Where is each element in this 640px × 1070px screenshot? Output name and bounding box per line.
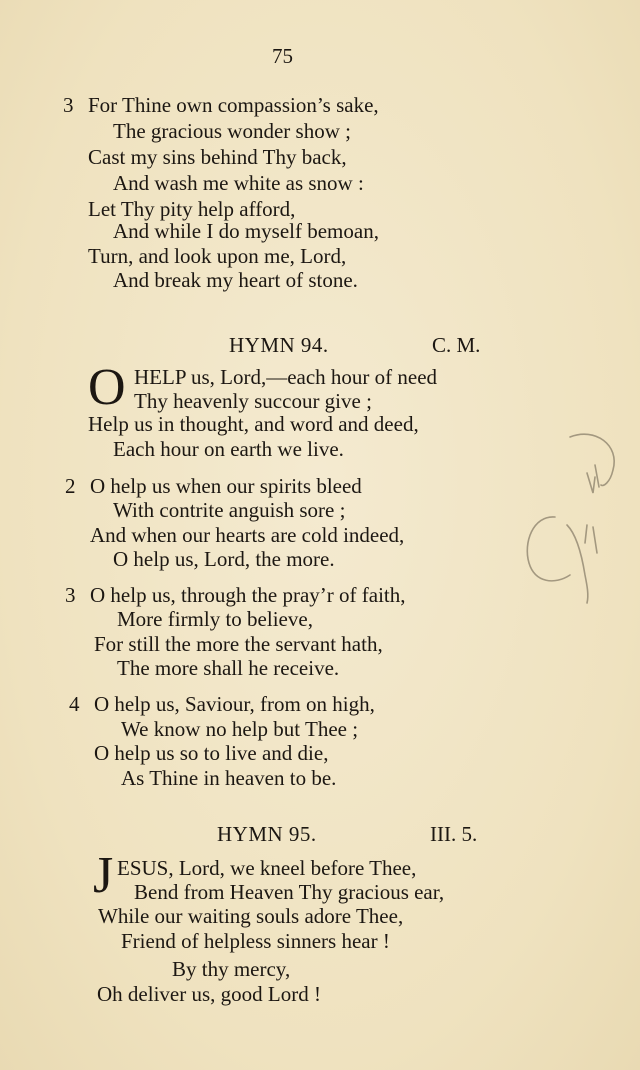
verse-line: We know no help but Thee ; — [121, 717, 359, 741]
verse-line: Thy heavenly succour give ; — [134, 389, 372, 413]
verse-line: And when our hearts are cold indeed, — [90, 523, 405, 547]
verse-line: Bend from Heaven Thy gracious ear, — [134, 880, 445, 904]
verse-line: And wash me white as snow : — [113, 171, 364, 195]
verse-line: O help us so to live and die, — [94, 741, 329, 765]
verse-line: Cast my sins behind Thy back, — [88, 145, 347, 169]
hymn-meter: C. M. — [432, 333, 481, 357]
verse-line: More firmly to believe, — [117, 607, 313, 631]
page-number: 75 — [272, 44, 293, 68]
stanza-number: 2 — [65, 474, 76, 498]
stanza-number: 4 — [69, 692, 80, 716]
verse-line: The more shall he receive. — [117, 656, 340, 680]
verse-line: And while I do myself bemoan, — [113, 219, 379, 243]
verse-line: Help us in thought, and word and deed, — [88, 412, 419, 436]
verse-line: For still the more the servant hath, — [94, 632, 383, 656]
hymn-title: HYMN 95. — [217, 822, 317, 846]
verse-line: O help us when our spirits bleed — [90, 474, 362, 498]
verse-line: The gracious wonder show ; — [113, 119, 351, 143]
pencil-marginalia — [515, 425, 625, 615]
verse-line: O help us, Lord, the more. — [113, 547, 335, 571]
hymn-title: HYMN 94. — [229, 333, 329, 357]
verse-line: Turn, and look upon me, Lord, — [88, 244, 347, 268]
verse-line: Let Thy pity help afford, — [88, 197, 296, 221]
verse-line: By thy mercy, — [172, 957, 291, 981]
verse-line: Oh deliver us, good Lord ! — [97, 982, 321, 1006]
verse-line: For Thine own compassion’s sake, — [88, 93, 379, 117]
stanza-number: 3 — [63, 93, 74, 117]
verse-line: Friend of helpless sinners hear ! — [121, 929, 390, 953]
verse-line: O help us, through the pray’r of faith, — [90, 583, 406, 607]
verse-line: Each hour on earth we live. — [113, 437, 344, 461]
verse-line: As Thine in heaven to be. — [121, 766, 337, 790]
verse-line: And break my heart of stone. — [113, 268, 358, 292]
verse-line: With contrite anguish sore ; — [113, 498, 346, 522]
verse-line: O help us, Saviour, from on high, — [94, 692, 375, 716]
verse-line: While our waiting souls adore Thee, — [98, 904, 404, 928]
drop-cap: J — [93, 847, 114, 904]
hymn-meter: III. 5. — [430, 822, 478, 846]
drop-cap: O — [88, 359, 126, 416]
verse-line: HELP us, Lord,—each hour of need — [134, 365, 438, 389]
stanza-number: 3 — [65, 583, 76, 607]
verse-line: ESUS, Lord, we kneel before Thee, — [117, 856, 417, 880]
